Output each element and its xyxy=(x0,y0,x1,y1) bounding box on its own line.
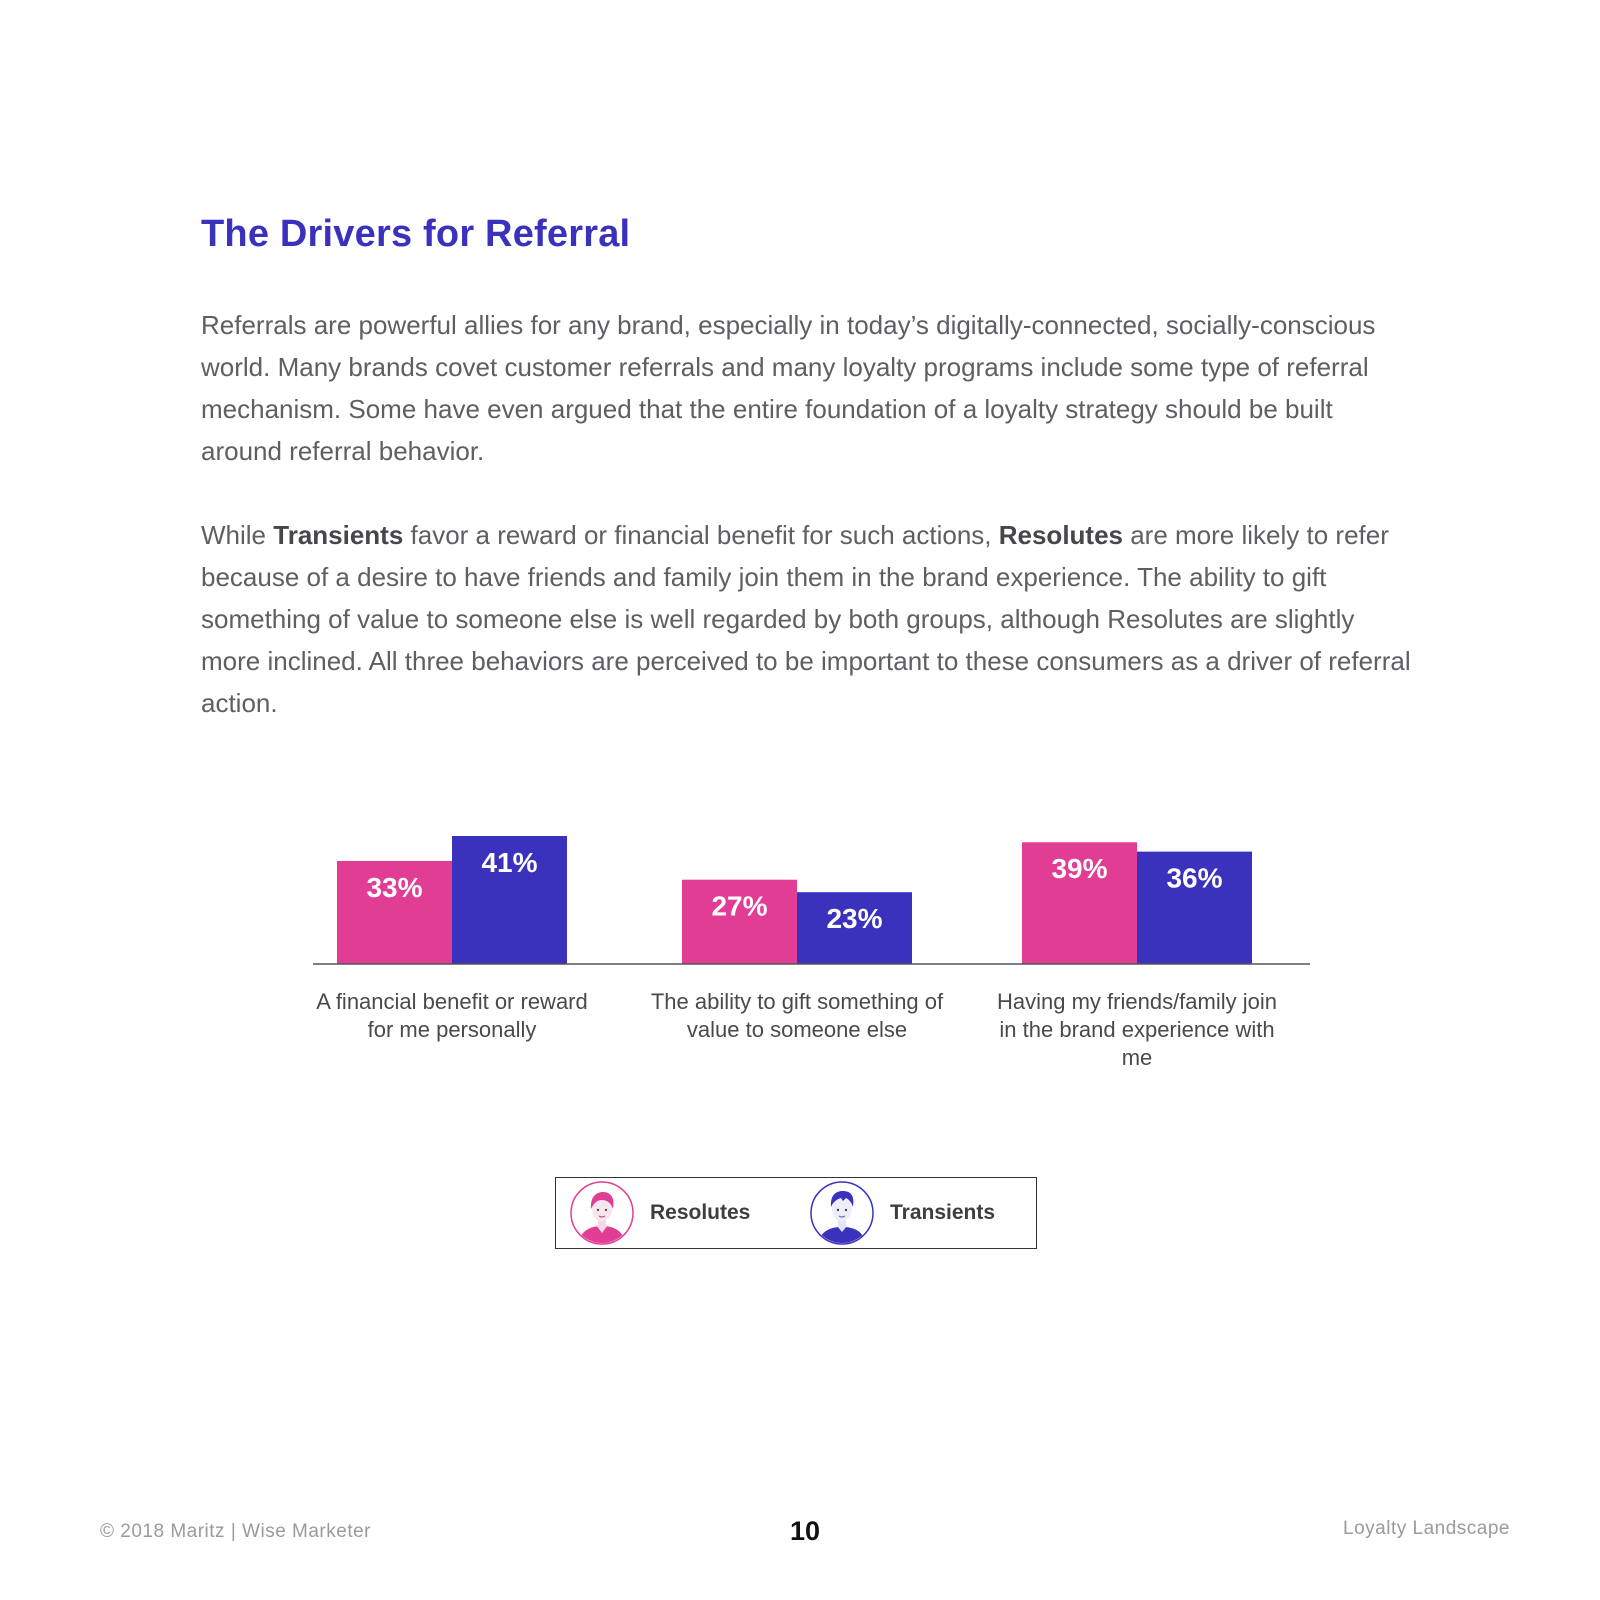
category-label-financial: A financial benefit or reward for me personally xyxy=(316,989,588,1042)
legend-item-transients xyxy=(810,1181,995,1245)
page-number: 10 xyxy=(789,1516,821,1546)
data-label-transients-financial: 41% xyxy=(481,847,538,878)
paragraph-text: While xyxy=(201,520,274,550)
paragraph-text: favor a reward or financial benefit for such actions, xyxy=(403,520,999,550)
data-label-transients-gift: 23% xyxy=(826,903,883,935)
transients-term: Transients xyxy=(273,520,404,550)
category-label-gift: The ability to gift something of value to someone else xyxy=(650,989,944,1042)
footer-publication-title: Loyalty Landscape xyxy=(1343,1518,1510,1539)
man-avatar-icon xyxy=(810,1181,874,1245)
resolutes-term: Resolutes xyxy=(998,520,1123,550)
legend-label-transients: Transients xyxy=(890,1201,996,1224)
woman-avatar-icon xyxy=(570,1181,634,1245)
footer-copyright: © 2018 Maritz | Wise Marketer xyxy=(100,1521,371,1542)
data-label-resolutes-friends-family: 39% xyxy=(1051,853,1108,885)
legend-item-resolutes xyxy=(570,1181,750,1245)
data-label-transients-friends-family: 36% xyxy=(1166,862,1223,894)
intro-paragraph: Referrals are powerful allies for any brand, especially in today’s digitally-connected, socially-conscious world. Many brands covet customer referrals and many loyalty programs include some type of referral mechanism. Some have even argued that the entire foundation of a loyalty strategy should be built around referral behavior. xyxy=(201,310,1376,466)
data-label-resolutes-financial: 33% xyxy=(366,871,423,903)
legend-label-resolutes: Resolutes xyxy=(650,1201,751,1224)
paragraph-text: are more likely to refer because of a desire to have friends and family join them in the brand experience. The ability to gift something of value to someone else is well regarded by both groups, although Resolutes are slightly more inclined. All three behaviors are perceived to be important to these consumers as a driver of referral action. xyxy=(201,520,1411,718)
data-label-resolutes-gift: 27% xyxy=(711,890,768,922)
category-label-friends-family: Having my friends/family join in the brand experience with me xyxy=(997,989,1277,1070)
chart-legend xyxy=(555,1177,1037,1249)
page-title: The Drivers for Referral xyxy=(201,213,631,255)
